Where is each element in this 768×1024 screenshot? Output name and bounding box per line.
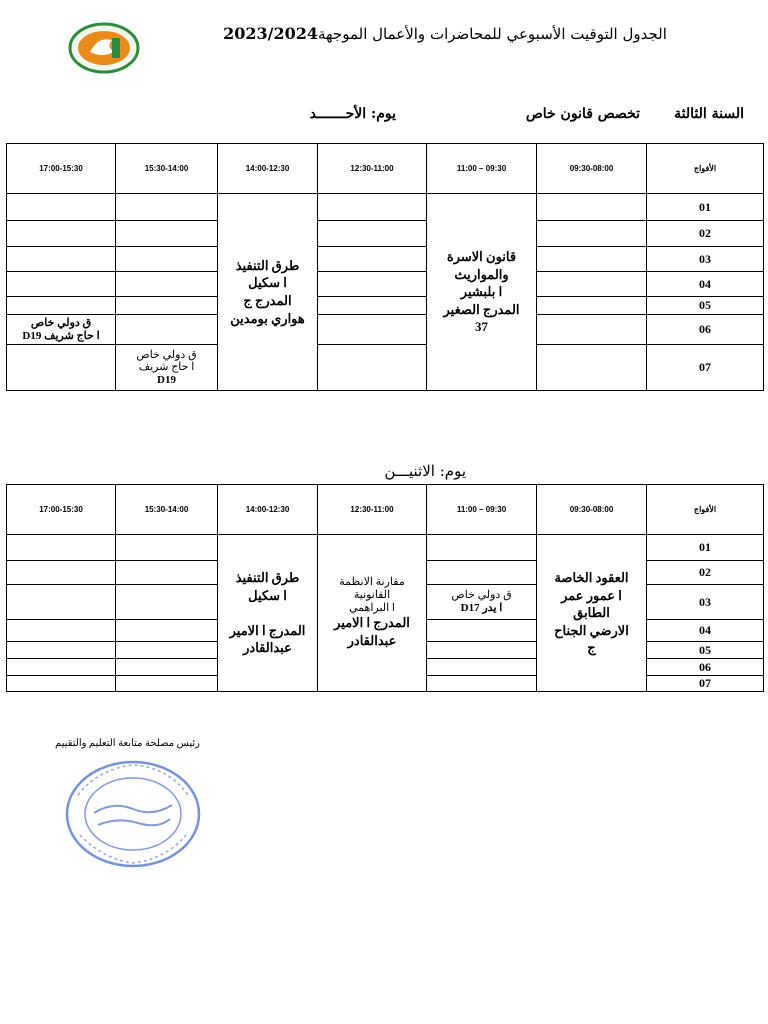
group-cell: 04 [647,272,764,297]
group-cell: 07 [647,676,764,692]
sunday-schedule-table [6,143,764,391]
time-header: 15:30-14:00 [116,485,218,535]
groups-header: الأفواج [647,485,764,535]
table-row [7,221,764,247]
time-header: 14:00-12:30 [218,144,318,194]
time-header: 12:30-11:00 [318,485,427,535]
family-law-course-cell: قانون الاسرة والمواريث ا بلبشير المدرج الصغير 37 [427,194,537,391]
intl-law-cell-group6: ق دولي خاص ا حاج شريف D19 [7,315,116,345]
group-cell: 03 [647,585,764,620]
table-row [7,194,764,221]
page-title: الجدول التوقيت الأسبوعي للمحاضرات والأعمال الموجهة2023/2024 [223,24,667,43]
special-contracts-cell: العقود الخاصة ا عمور عمر الطابق الارضي الجناح ج [537,535,647,692]
specialty-label: تخصص قانون خاص [525,106,640,122]
time-header: 11:00 – 09:30 [427,485,537,535]
time-header: 17:00-15:30 [7,144,116,194]
group-cell: 06 [647,659,764,676]
time-header: 09:30-08:00 [537,485,647,535]
year-label: السنة الثالثة [674,106,744,122]
enforcement-course-cell: طرق التنفيذ ا سكيل المدرج ج هواري بومدين [218,194,318,391]
table-row [7,272,764,297]
table-row [7,247,764,272]
comparative-systems-cell: مقارنة الانظمة القانونية ا البراهمي المدرج ا الامير عبدالقادر [318,535,427,692]
time-header: 17:00-15:30 [7,485,116,535]
group-cell: 05 [647,297,764,315]
time-header: 14:00-12:30 [218,485,318,535]
signature-label: رئيس مصلحة متابعة التعليم والتقييم [55,738,200,749]
group-cell: 03 [647,247,764,272]
table-row [7,297,764,315]
time-header: 15:30-14:00 [116,144,218,194]
university-logo [68,22,140,74]
table-row [7,315,764,345]
group-cell: 01 [647,194,764,221]
table-header-row [7,485,764,535]
table-header-row [7,144,764,194]
group-cell: 07 [647,345,764,391]
official-stamp [58,755,208,873]
group-cell: 04 [647,620,764,642]
group-cell: 05 [647,642,764,659]
monday-day-label: يوم: الاثنيـــن [384,462,466,480]
intl-law-cell-group7: ق دولي خاص ا حاج شريف D19 [116,345,218,391]
time-header: 11:00 – 09:30 [427,144,537,194]
table-row [7,535,764,561]
group-cell: 02 [647,221,764,247]
table-row [7,345,764,391]
time-header: 09:30-08:00 [537,144,647,194]
monday-schedule-table [6,484,764,692]
sunday-day-label: يوم: الأحـــــــد [309,106,396,122]
intl-law-cell-group3: ق دولي خاص ا يدر D17 [427,585,537,620]
group-cell: 01 [647,535,764,561]
group-cell: 06 [647,315,764,345]
groups-header: الأفواج [647,144,764,194]
enforcement-course-cell: طرق التنفيذ ا سكيل المدرج ا الامير عبدالقادر [218,535,318,692]
time-header: 12:30-11:00 [318,144,427,194]
group-cell: 02 [647,561,764,585]
